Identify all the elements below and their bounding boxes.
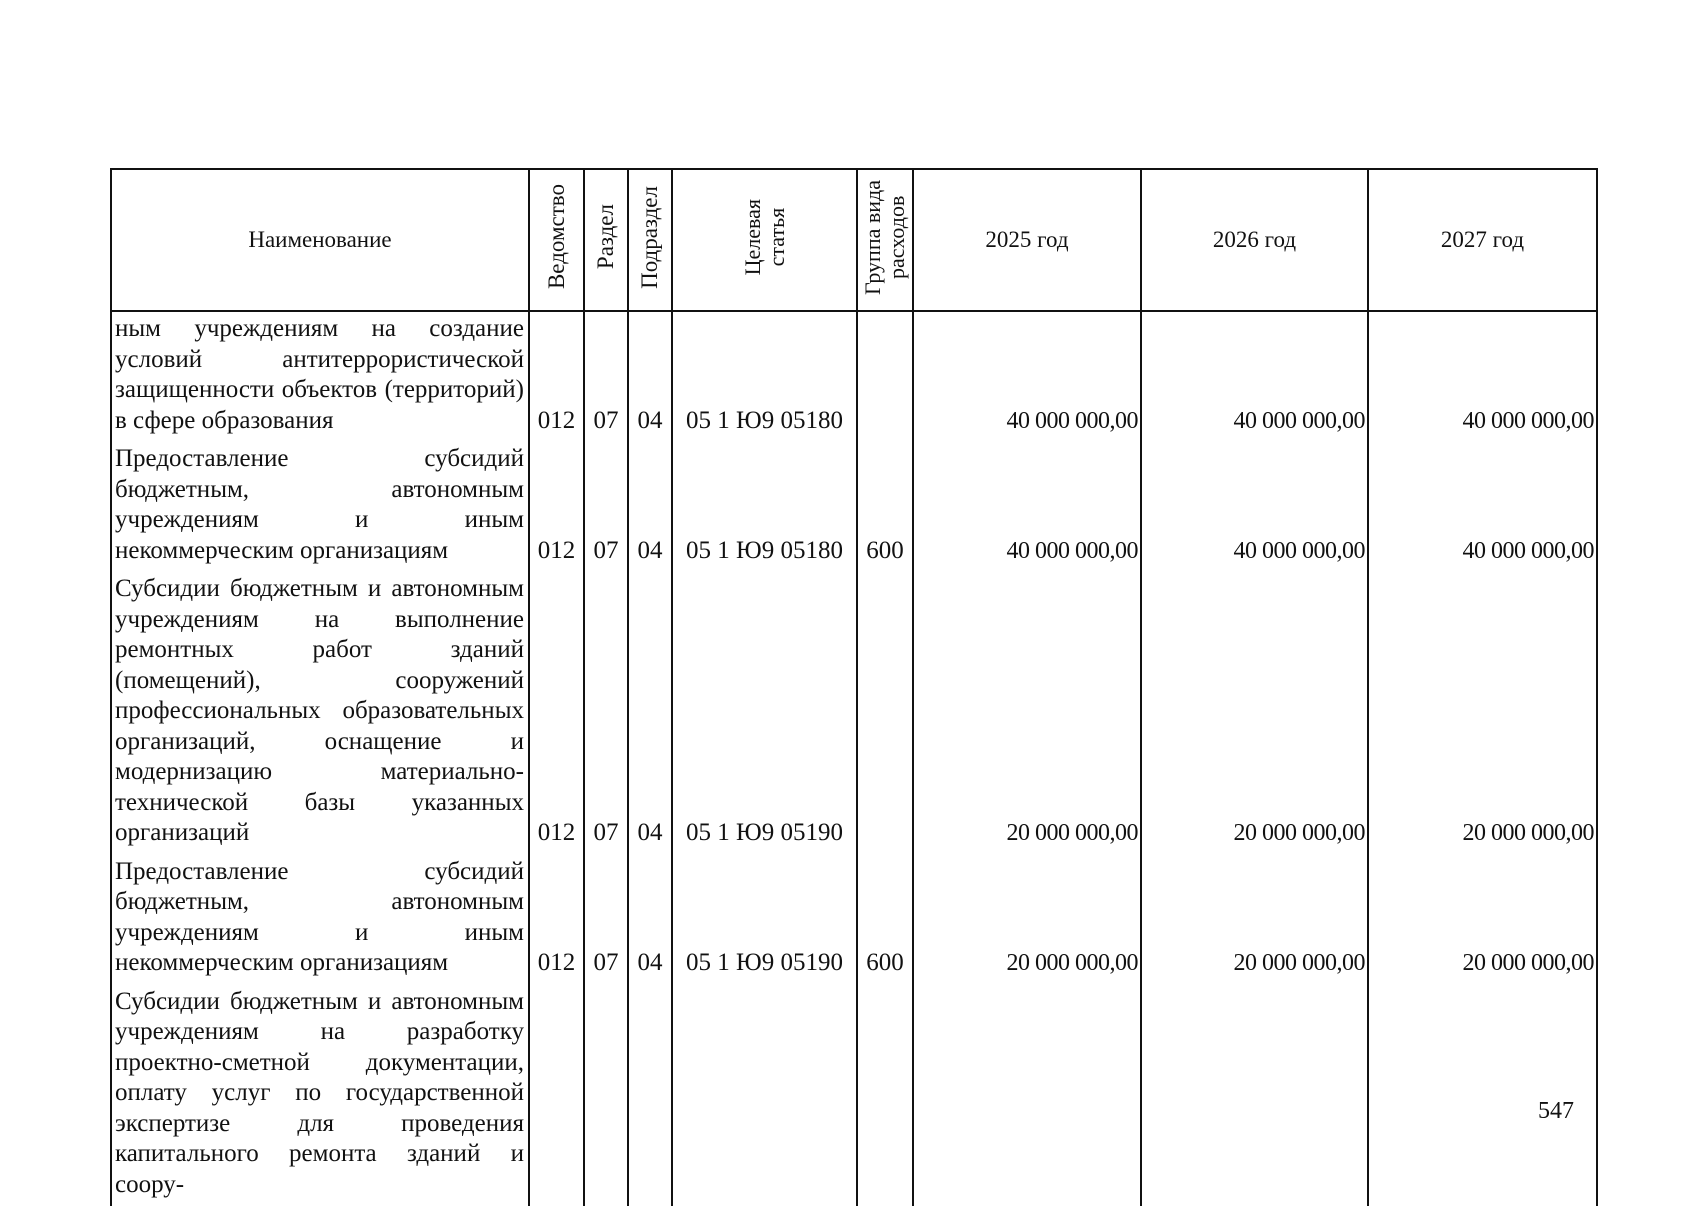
row-2026: [1141, 985, 1368, 1206]
row-2026: 40 000 000,00: [1141, 311, 1368, 442]
row-section: 07: [584, 572, 628, 855]
row-2025: 20 000 000,00: [913, 855, 1141, 985]
row-group: [857, 985, 913, 1206]
row-group: 600: [857, 855, 913, 985]
table-row: [111, 855, 1597, 985]
header-section: Раздел: [584, 169, 628, 311]
header-2026: 2026 год: [1141, 169, 1368, 311]
row-department: 012: [529, 855, 584, 985]
row-target: 05 1 Ю9 05180: [672, 311, 857, 442]
row-2025: [913, 985, 1141, 1206]
row-name: ным учреждениям на создание условий антитеррористической защищенности объектов (территорий) в сфере образования: [111, 311, 529, 442]
row-target: 05 1 Ю9 05180: [672, 442, 857, 572]
row-2025: 40 000 000,00: [913, 311, 1141, 442]
header-group: Группа вида расходов: [857, 169, 913, 311]
row-subsection: 04: [628, 572, 672, 855]
row-2026: 20 000 000,00: [1141, 855, 1368, 985]
row-department: [529, 985, 584, 1206]
row-2026: 40 000 000,00: [1141, 442, 1368, 572]
row-name: Субсидии бюджетным и автономным учреждениям на разработку проектно-сметной документации, оплату услуг по государственной экспертизе для проведения капитального ремонта зданий и соору-: [111, 985, 529, 1206]
row-group: [857, 311, 913, 442]
row-department: 012: [529, 442, 584, 572]
header-2027: 2027 год: [1368, 169, 1597, 311]
row-subsection: 04: [628, 311, 672, 442]
row-2025: 20 000 000,00: [913, 572, 1141, 855]
row-target: 05 1 Ю9 05190: [672, 855, 857, 985]
row-group: [857, 572, 913, 855]
header-department: Ведомство: [529, 169, 584, 311]
row-2026: 20 000 000,00: [1141, 572, 1368, 855]
header-subsection: Подраздел: [628, 169, 672, 311]
header-target: Целевая статья: [672, 169, 857, 311]
row-2027: 40 000 000,00: [1368, 442, 1597, 572]
row-section: 07: [584, 311, 628, 442]
table-row: [111, 985, 1597, 1206]
row-target: [672, 985, 857, 1206]
header-name: Наименование: [111, 169, 529, 311]
row-2025: 40 000 000,00: [913, 442, 1141, 572]
table-header-row: [111, 169, 1597, 311]
table-row: [111, 442, 1597, 572]
row-2027: 40 000 000,00: [1368, 311, 1597, 442]
row-section: 07: [584, 855, 628, 985]
header-2025: 2025 год: [913, 169, 1141, 311]
row-group: 600: [857, 442, 913, 572]
row-2027: 20 000 000,00: [1368, 855, 1597, 985]
budget-table: [110, 168, 1598, 1206]
row-department: 012: [529, 311, 584, 442]
row-subsection: 04: [628, 442, 672, 572]
table-row: [111, 311, 1597, 442]
row-2027: [1368, 985, 1597, 1206]
row-name: Предоставление субсидий бюджетным, автономным учреждениям и иным некоммерческим организациям: [111, 855, 529, 985]
row-section: 07: [584, 442, 628, 572]
row-subsection: 04: [628, 855, 672, 985]
table-row: [111, 572, 1597, 855]
row-name: Предоставление субсидий бюджетным, автономным учреждениям и иным некоммерческим организациям: [111, 442, 529, 572]
row-target: 05 1 Ю9 05190: [672, 572, 857, 855]
row-section: [584, 985, 628, 1206]
row-2027: 20 000 000,00: [1368, 572, 1597, 855]
row-subsection: [628, 985, 672, 1206]
row-name: Субсидии бюджетным и автономным учреждениям на выполнение ремонтных работ зданий (помещений), сооружений профессиональных образовательных организаций, оснащение и модернизацию материально-технической базы указанных организаций: [111, 572, 529, 855]
page-number: 547: [1538, 1098, 1574, 1125]
row-department: 012: [529, 572, 584, 855]
